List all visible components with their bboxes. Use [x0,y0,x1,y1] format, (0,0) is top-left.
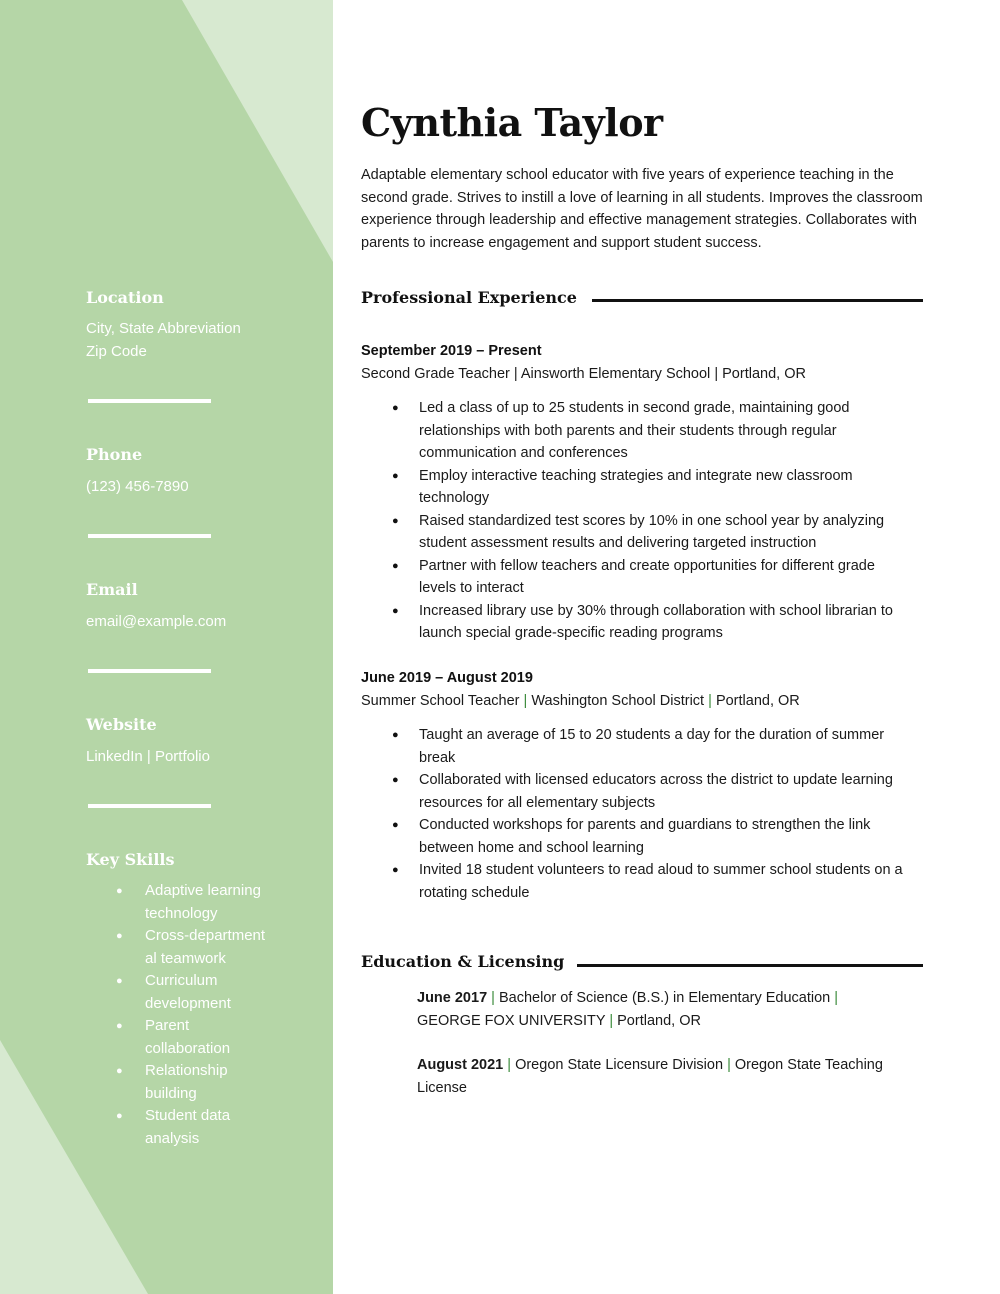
phone-value: (123) 456-7890 [86,478,189,495]
phone-heading: Phone [86,445,143,464]
summary-paragraph: Adaptable elementary school educator with five years of experience teaching in the second grade. Strives to instill a love of learning in all students. Improves the classroom experience through leadership and effective management strategies. Collaborates with parents to increase engagement and support student success. [361,167,923,251]
list-item: ● Raised standardized test scores by 10% in one school year by analyzing student assessment results and delivering targeted instruction [392,510,912,555]
email-heading: Email [86,580,138,599]
job-title: Summer School Teacher [361,693,520,709]
skill-item: ● Cross-department al teamwork [116,925,276,970]
email-value[interactable]: email@example.com [86,613,227,630]
job-bullets [392,397,912,645]
license-entry: August 2021 | Oregon State Licensure Division | Oregon State Teaching License [417,1057,883,1096]
sidebar-divider [88,804,211,808]
job-location: Portland, OR [715,693,800,709]
location-heading: Location [86,288,164,307]
education-date: June 2017 [417,990,488,1006]
license-name: Oregon State Teaching License [417,1057,883,1096]
skill-item: ● Curriculum development [116,970,276,1015]
skills-list [116,880,276,1150]
job-dates: June 2019 – August 2019 [361,670,533,686]
list-item: ● Collaborated with licensed educators across the district to update learning resources for all elementary subjects [392,769,912,814]
list-item: ● Invited 18 student volunteers to read aloud to summer school students on a rotating schedule [392,859,912,904]
location-line1: City, State Abbreviation [86,320,241,337]
section-rule [577,964,923,967]
resume-name: Cynthia Taylor [361,100,663,145]
location-line2: Zip Code [86,343,147,360]
job-role-line: Summer School Teacher | Washington School District | Portland, OR [361,693,800,709]
job-role-line: Second Grade Teacher | Ainsworth Elementary School | Portland, OR [361,366,806,382]
skill-item: ● Parent collaboration [116,1015,276,1060]
website-value[interactable]: LinkedIn | Portfolio [86,748,210,765]
skill-item: ● Relationship building [116,1060,276,1105]
list-item: ● Taught an average of 15 to 20 students a day for the duration of summer break [392,724,912,769]
job-organization: Washington School District [531,693,705,709]
website-heading: Website [86,715,157,734]
experience-heading: Professional Experience [361,288,577,307]
institution-location: Portland, OR [617,1012,701,1029]
job-organization: Ainsworth Elementary School [520,366,711,382]
sidebar-divider [88,534,211,538]
job-dates: September 2019 – Present [361,343,542,359]
section-rule [592,299,923,302]
license-authority: Oregon State Licensure Division [515,1057,724,1073]
sidebar-divider [88,399,211,403]
list-item: ● Partner with fellow teachers and create opportunities for different grade levels to interact [392,555,912,600]
job-location: Portland, OR [722,366,806,382]
education-entry: June 2017 | Bachelor of Science (B.S.) in Elementary Education | GEORGE FOX UNIVERSITY | Portland, OR [417,990,839,1029]
skills-heading: Key Skills [86,850,175,869]
list-item: ● Increased library use by 30% through collaboration with school librarian to launch special grade-specific reading programs [392,600,912,645]
education-heading: Education & Licensing [361,952,565,971]
job-title: Second Grade Teacher [361,366,510,382]
job-bullets [392,724,912,904]
degree: Bachelor of Science (B.S.) in Elementary Education [498,990,831,1006]
list-item: ● Employ interactive teaching strategies and integrate new classroom technology [392,465,912,510]
sidebar [0,0,333,1294]
skill-item: ● Student data analysis [116,1105,276,1150]
sidebar-divider [88,669,211,673]
skill-item: ● Adaptive learning technology [116,880,276,925]
list-item: ● Conducted workshops for parents and guardians to strengthen the link between home and school learning [392,814,912,859]
list-item: ● Led a class of up to 25 students in second grade, maintaining good relationships with both parents and their students through regular communication and conferences [392,397,912,465]
institution: GEORGE FOX UNIVERSITY [417,1012,606,1029]
license-date: August 2021 [417,1057,504,1073]
